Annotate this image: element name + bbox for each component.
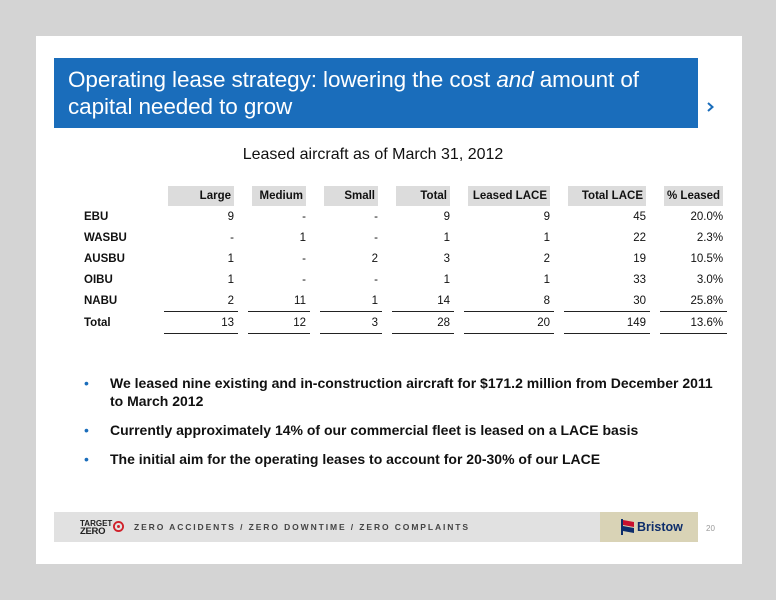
table-cell: 9 (443, 210, 450, 223)
title-part-1: Operating lease strategy: lowering the cost (68, 67, 497, 92)
table-cell: 14 (437, 294, 450, 307)
chevron-right-icon (702, 99, 718, 115)
bristow-wordmark: Bristow (637, 520, 683, 534)
bullet-text: Currently approximately 14% of our commercial fleet is leased on a LACE basis (110, 422, 639, 438)
table-caption: Leased aircraft as of March 31, 2012 (242, 146, 504, 163)
table-row (80, 227, 727, 248)
target-icon (113, 521, 124, 532)
bullet-icon: • (84, 451, 89, 467)
page-number: 20 (706, 524, 715, 533)
table-cell: 1 (543, 231, 550, 244)
table-cell: 30 (633, 294, 646, 307)
table-cell: 9 (227, 210, 234, 223)
table-row (80, 248, 727, 269)
table-cell: 1 (299, 231, 306, 244)
table-cell: 1 (443, 273, 450, 286)
bristow-logo (600, 512, 698, 542)
table-cell: 33 (633, 273, 646, 286)
table-cell: 8 (543, 294, 550, 307)
table-cell: 45 (633, 210, 646, 223)
bullet-text: The initial aim for the operating leases to account for 20-30% of our LACE (110, 451, 601, 467)
table-cell: 1 (227, 252, 234, 265)
table-cell: - (302, 252, 306, 265)
table-cell: 1 (227, 273, 234, 286)
row-label: NABU (84, 294, 118, 307)
bullet-icon: • (84, 422, 89, 438)
table-cell: 25.8% (690, 294, 724, 307)
bristow-flag-icon (620, 519, 635, 535)
logo-line-2: ZERO (80, 526, 106, 537)
target-zero-logo (80, 517, 124, 539)
header-small: Small (320, 186, 382, 206)
row-label: OIBU (84, 273, 113, 286)
table-cell: 1 (371, 294, 378, 307)
table-cell: - (374, 273, 378, 286)
bullet-list (84, 374, 724, 479)
title-emphasis: and (496, 67, 534, 92)
table-cell: - (302, 210, 306, 223)
row-label: AUSBU (84, 252, 125, 265)
table-cell: - (230, 231, 234, 244)
table-cell: 10.5% (690, 252, 724, 265)
table-row (80, 290, 727, 311)
header-leased-lace: Leased LACE (464, 186, 554, 206)
slide-title (68, 66, 678, 120)
bullet-item (84, 421, 724, 439)
slide (36, 36, 742, 564)
header-total: Total (392, 186, 454, 206)
logo-line-1: TARGET (80, 519, 113, 528)
footer-bar (54, 512, 698, 542)
table-cell: 19 (633, 252, 646, 265)
header-large: Large (164, 186, 238, 206)
table-cell: 1 (443, 231, 450, 244)
row-label: WASBU (84, 231, 127, 244)
table-cell: 3 (320, 311, 382, 334)
table-row (80, 206, 727, 227)
table-cell: 1 (543, 273, 550, 286)
bullet-text: We leased nine existing and in-construction aircraft for $171.2 million from December 2011 to March 2012 (110, 375, 713, 409)
table-cell: 22 (633, 231, 646, 244)
table-cell: 2 (543, 252, 550, 265)
table-cell: - (302, 273, 306, 286)
table-cell: 2 (227, 294, 234, 307)
table-cell: 13.6% (660, 311, 727, 334)
header-percent-leased: % Leased (660, 186, 727, 206)
table-cell: 3 (443, 252, 450, 265)
table-cell: 12 (248, 311, 310, 334)
table-cell: - (374, 210, 378, 223)
title-part-2: amount of capital needed to grow (68, 67, 639, 119)
footer-slogan: ZERO ACCIDENTS / ZERO DOWNTIME / ZERO COMPLAINTS (134, 522, 470, 532)
table-cell: 13 (164, 311, 238, 334)
table-cell: 20.0% (690, 210, 724, 223)
table-cell: 2.3% (696, 231, 724, 244)
table-cell: 28 (392, 311, 454, 334)
header-spacer (80, 186, 154, 206)
title-banner (54, 58, 698, 128)
table-cell: - (374, 231, 378, 244)
header-medium: Medium (248, 186, 310, 206)
table-cell: 20 (464, 311, 554, 334)
table-row (80, 269, 727, 290)
table-cell: 2 (371, 252, 378, 265)
table-cell: 11 (294, 294, 306, 307)
table-cell: 9 (543, 210, 550, 223)
table-cell: 149 (564, 311, 650, 334)
bullet-item (84, 450, 724, 468)
bullet-icon: • (84, 375, 89, 391)
header-total-lace: Total LACE (564, 186, 650, 206)
lease-table (80, 186, 727, 334)
row-label: Total (84, 316, 111, 329)
table-cell: 3.0% (696, 273, 724, 286)
bullet-item (84, 374, 724, 410)
table-header-row (80, 186, 727, 206)
row-label: EBU (84, 210, 109, 223)
table-total-row (80, 311, 727, 334)
